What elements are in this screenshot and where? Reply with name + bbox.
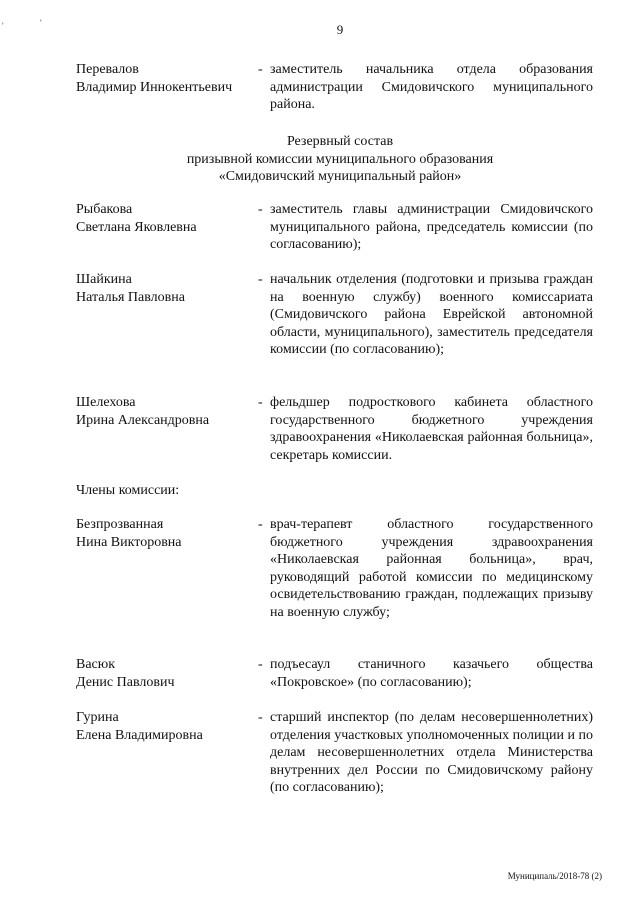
person-name [76, 516, 256, 551]
person-given-names: Нина Викторовна [76, 534, 182, 550]
entry-dash: - [258, 710, 263, 725]
reserve-heading-line3: «Смидовичский муниципальный район» [218, 169, 462, 184]
entry-dash: - [258, 62, 263, 77]
entry-dash: - [258, 395, 263, 410]
page-number: 9 [336, 22, 344, 37]
person-name [76, 61, 256, 96]
person-surname: Шайкина [76, 272, 132, 287]
person-name [76, 271, 256, 306]
person-surname: Шелехова [76, 395, 136, 410]
reserve-heading-line1: Резервный состав [286, 134, 394, 149]
person-role: заместитель главы администрации Смидовичского муниципального района, председатель комиссии (по согласованию); [270, 202, 593, 252]
person-surname: Гурина [76, 710, 119, 725]
person-given-names: Светлана Яковлевна [76, 219, 197, 235]
person-name [76, 656, 256, 691]
entry-dash: - [258, 272, 263, 287]
person-role: врач-терапевт областного государственного бюджетного учреждения здравоохранения «Николаевская районная больница», врач, руководящий работой комиссии по медицинскому освидетельствованию граждан, подлежащих призыву на военную службу; [270, 517, 593, 620]
person-given-names: Наталья Павловна [76, 289, 185, 305]
person-name [76, 394, 256, 429]
person-given-names: Елена Владимировна [76, 727, 203, 743]
person-name [76, 709, 256, 744]
margin-mark-right: ' [40, 18, 42, 28]
margin-mark-left: ' [2, 21, 4, 31]
person-given-names: Ирина Александровна [76, 412, 210, 428]
entry-dash: - [258, 657, 263, 672]
footer-document-code: Муниципаль/2018-78 (2) [507, 871, 602, 881]
person-role: начальник отделения (подготовки и призыва граждан на военную службу) военного комиссариата (Смидовичского района Еврейской автономной области, муниципального), заместитель председателя комиссии (по согласованию); [270, 272, 593, 357]
person-role: подъесаул станичного казачьего общества «Покровское» (по согласованию); [270, 657, 593, 690]
person-given-names: Владимир Иннокентьевич [76, 79, 233, 95]
person-surname: Перевалов [76, 62, 139, 77]
reserve-heading-line2: призывной комиссии муниципального образования [186, 151, 494, 167]
person-role: фельдшер подросткового кабинета областного государственного бюджетного учреждения здравоохранения «Николаевская районная больница», секретарь комиссии. [270, 395, 593, 463]
entry-dash: - [258, 202, 263, 217]
person-given-names: Денис Павлович [76, 674, 175, 690]
person-surname: Безпрозванная [76, 517, 164, 532]
entry-dash: - [258, 517, 263, 532]
person-surname: Васюк [76, 657, 116, 672]
person-surname: Рыбакова [76, 202, 133, 217]
person-role: старший инспектор (по делам несовершеннолетних) отделения участковых уполномоченных полиции и по делам несовершеннолетних отдела Министерства внутренних дел России по Смидовичскому району (по согласованию); [270, 710, 593, 795]
reserve-heading [80, 133, 600, 186]
person-role: заместитель начальника отдела образования администрации Смидовичского муниципального района. [270, 62, 593, 112]
person-name [76, 201, 256, 236]
members-label: Члены комиссии: [76, 483, 180, 498]
